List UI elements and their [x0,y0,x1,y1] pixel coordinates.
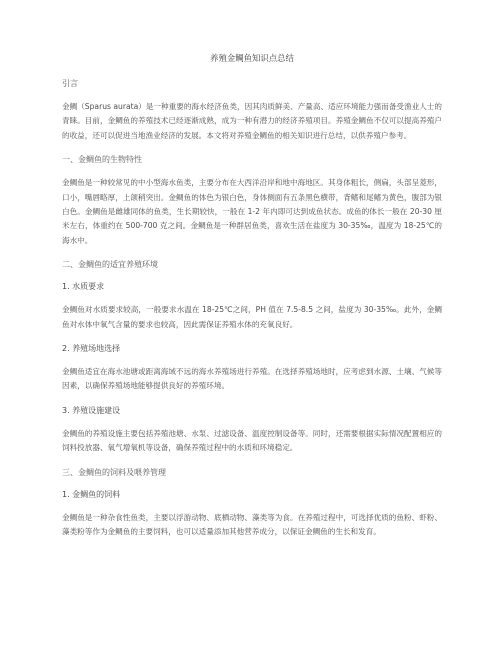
intro-heading: 引言 [62,79,78,88]
section-3-heading: 三、金鲷鱼的饲料及喂养管理 [62,467,166,477]
section-2-3-paragraph: 金鲷鱼的养殖设施主要包括养殖池塘、水泵、过滤设备、温度控制设备等。同时，还需要根据实际情况配置相应的饲料投放器、氧气增氧机等设备，确保养殖过程中的水质和环境稳定。 [62,428,442,453]
intro-paragraph: 金鲷（Sparus aurata）是一种重要的海水经济鱼类，因其肉质鲜美、产量高、适应环境能力强而备受渔业人士的青睐。目前，金鲷鱼的养殖技术已经逐渐成熟，成为一种有潜力的经济养殖项目。养殖金鲷鱼不仅可以提高养殖户的收益，还可以促进当地渔业经济的发展。本文将对养殖金鲷鱼的相关知识进行总结，以供养殖户参考。 [62,102,442,140]
section-2-1-paragraph: 金鲷鱼对水质要求较高，一般要求水温在 18-25℃之间，PH 值在 7.5-8.5 之间，盐度为 30-35‰。此外，金鲷鱼对水体中氧气含量的要求也较高，因此需保证养殖水体的充氧良好。 [62,305,442,329]
section-1-heading: 一、金鲷鱼的生物特性 [62,155,142,165]
section-2-2-heading: 2. 养殖场地选择 [62,344,121,354]
section-2-heading: 二、金鲷鱼的适宜养殖环境 [62,260,158,270]
section-1-paragraph: 金鲷鱼是一种较常见的中小型海水鱼类，主要分布在大西洋沿岸和地中海地区。其身体粗长，侧扁，头部呈菱形，口小，嘴唇略厚，上颌稍突出。金鲷鱼的体色为银白色，身体侧面有五条黑色横带，背鳍和尾鳍为黄色，腹部为银白色。金鲷鱼是雌雄同体的鱼类，生长期较快，一般在 1-2 年内即可达到成鱼状态。成鱼的体长一般在 20-30 厘米左右，体重约在 500-700 克之间。金鲷鱼是一种群居鱼类，喜欢生活在盐度为 30-35‰，温度为 18-25℃的海水中。 [62,178,442,245]
section-2-1-heading: 1. 水质要求 [62,282,105,292]
section-2-3-heading: 3. 养殖设施建设 [62,405,121,415]
section-2-2-paragraph: 金鲷鱼适宜在海水池塘或距离海域不远的海水养殖场进行养殖。在选择养殖场地时，应考虑到水源、土壤、气候等因素，以确保养殖场地能够提供良好的养殖环境。 [62,367,442,391]
document-title: 养殖金鲷鱼知识点总结 [210,53,294,63]
section-3-1-paragraph: 金鲷鱼是一种杂食性鱼类，主要以浮游动物、底栖动物、藻类等为食。在养殖过程中，可选择优质的鱼粉、虾粉、藻类粉等作为金鲷鱼的主要饲料，也可以适量添加其他营养成分，以保证金鲷鱼的生长和发育。 [62,512,442,537]
section-3-1-heading: 1. 金鲷鱼的饲料 [62,489,121,499]
